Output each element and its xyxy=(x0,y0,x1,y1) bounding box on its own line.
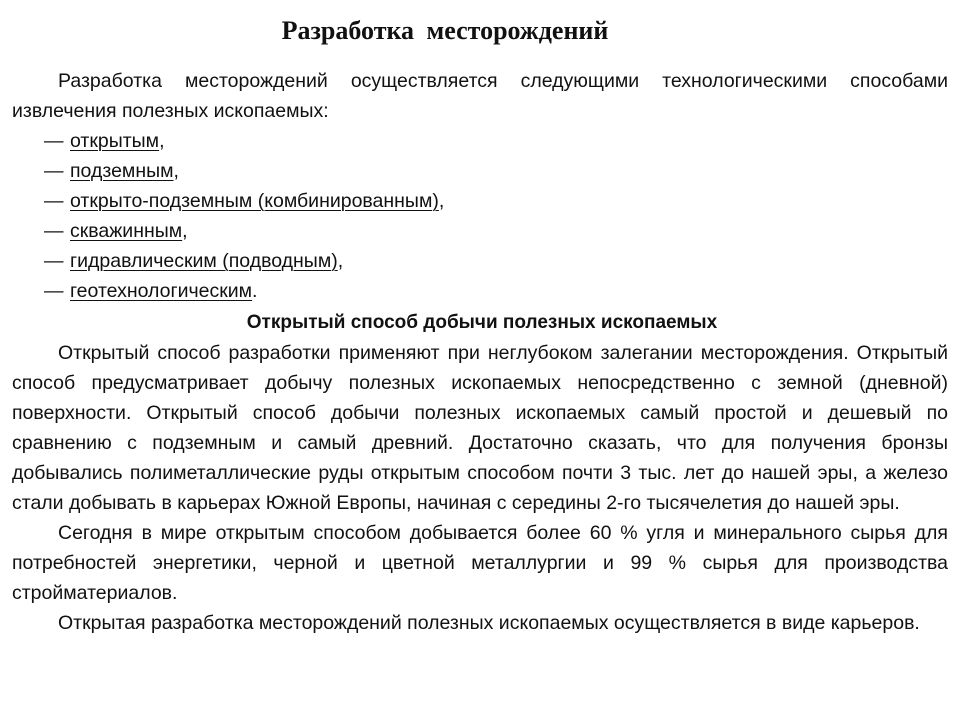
list-punctuation: , xyxy=(182,220,188,242)
dash-marker: — xyxy=(44,190,64,212)
list-item xyxy=(44,156,948,186)
list-punctuation: , xyxy=(173,160,179,182)
body-paragraph: Открытый способ разработки применяют при неглубоком залегании месторождения. Открытый способ предусматривает добычу полезных ископаемых непосредственно с земной (дневной) поверхности. Открытый способ добычи полезных ископаемых самый простой и дешевый по сравнению с подземным и самый древний. Достаточно сказать, что для получения бронзы добывались полиметаллические руды открытым способом почти 3 тыс. лет до нашей эры, а железо стали добывать в карьерах Южной Европы, начиная с середины 2-го тысячелетия до нашей эры. xyxy=(12,342,948,514)
intro-paragraph: Разработка месторождений осуществляется следующими технологическими способами извлечения полезных ископаемых: xyxy=(12,70,948,122)
dash-marker: — xyxy=(44,250,64,272)
method-link-open-pit[interactable]: открытым xyxy=(70,130,160,152)
list-item xyxy=(44,246,948,276)
list-punctuation: . xyxy=(252,280,258,302)
method-link-underground[interactable]: подземным xyxy=(70,160,174,182)
list-item xyxy=(44,126,948,156)
dash-marker: — xyxy=(44,280,64,302)
list-item xyxy=(44,186,948,216)
document-body xyxy=(12,66,948,638)
list-punctuation: , xyxy=(337,250,344,272)
method-link-combined[interactable]: открыто-подземным (комбинированным) xyxy=(70,190,439,212)
list-punctuation: , xyxy=(159,130,165,152)
method-link-borehole[interactable]: скважинным xyxy=(70,220,183,242)
list-item xyxy=(44,216,948,246)
method-link-geotechnological[interactable]: геотехнологическим xyxy=(70,280,253,302)
methods-list xyxy=(12,126,948,306)
section-heading: Открытый способ добычи полезных ископаемых xyxy=(246,312,718,333)
dash-marker: — xyxy=(44,130,64,152)
list-punctuation: , xyxy=(438,190,445,212)
page-title: Разработка месторождений xyxy=(281,16,609,45)
dash-marker: — xyxy=(44,220,64,242)
body-paragraph: Сегодня в мире открытым способом добывается более 60 % угля и минерального сырья для потребностей энергетики, черной и цветной металлургии и 99 % сырья для производства стройматериалов. xyxy=(12,522,948,604)
body-paragraph: Открытая разработка месторождений полезных ископаемых осуществляется в виде карьеров. xyxy=(58,612,920,634)
dash-marker: — xyxy=(44,160,64,182)
method-link-hydraulic[interactable]: гидравлическим (подводным) xyxy=(70,250,338,272)
list-item xyxy=(44,276,948,306)
